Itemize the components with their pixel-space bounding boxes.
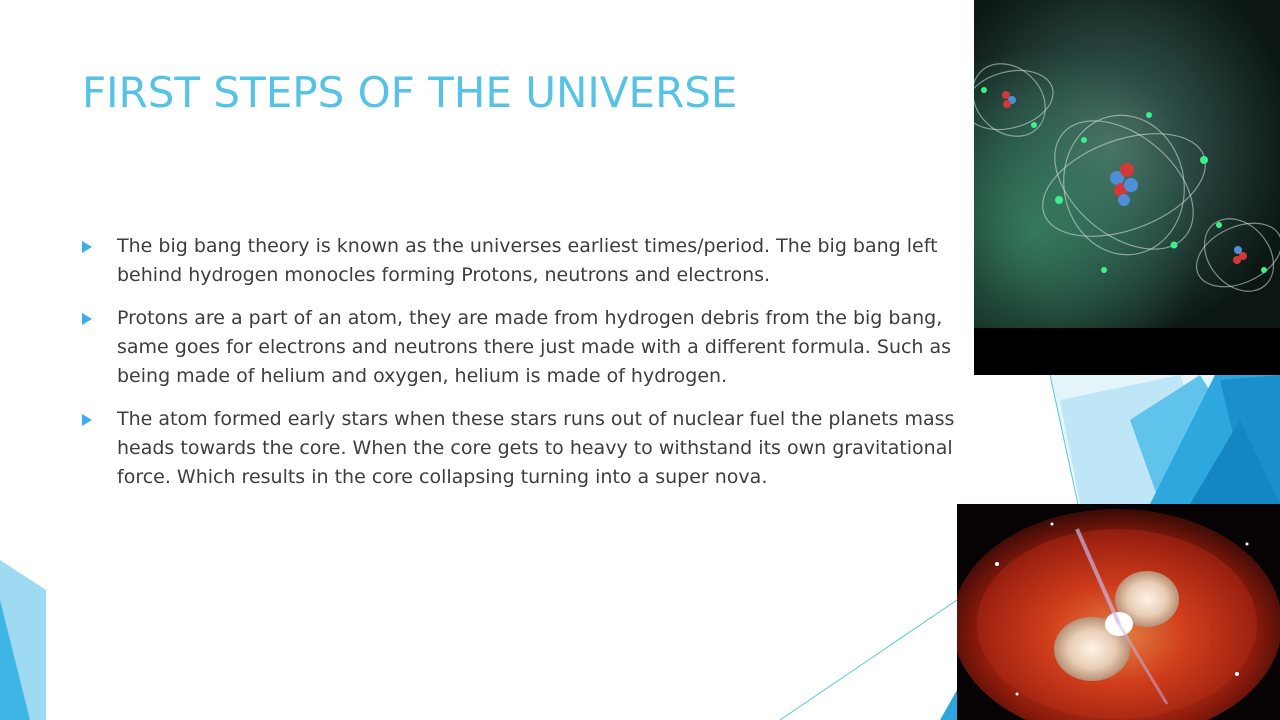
bullet-text: Protons are a part of an atom, they are made from hydrogen debris from the big bang, same goes for electrons and neutrons there just made with a different formula. Such as being made of helium and oxygen, helium is made of hydrogen. <box>117 307 952 387</box>
atom-illustration-image <box>974 0 1280 375</box>
bullet-arrow-icon <box>82 241 92 253</box>
supernova-nebula-image <box>957 504 1280 720</box>
bottom-facet <box>940 690 957 720</box>
bullet-text: The big bang theory is known as the universes earliest times/period. The big bang left behind hydrogen monocles forming Protons, neutrons and electrons. <box>117 235 938 286</box>
bullet-arrow-icon <box>82 313 92 325</box>
bullet-arrow-icon <box>82 414 92 426</box>
deco-line <box>780 600 957 720</box>
slide-title: FIRST STEPS OF THE UNIVERSE <box>82 68 738 117</box>
bullet-list <box>82 232 962 506</box>
bullet-item <box>82 232 962 290</box>
bullet-item <box>82 405 962 492</box>
bullet-text: The atom formed early stars when these stars runs out of nuclear fuel the planets mass heads towards the core. When the core gets to heavy to withstand its own gravitational force. Which results in the core collapsing turning into a super nova. <box>117 408 955 488</box>
bullet-item <box>82 304 962 391</box>
